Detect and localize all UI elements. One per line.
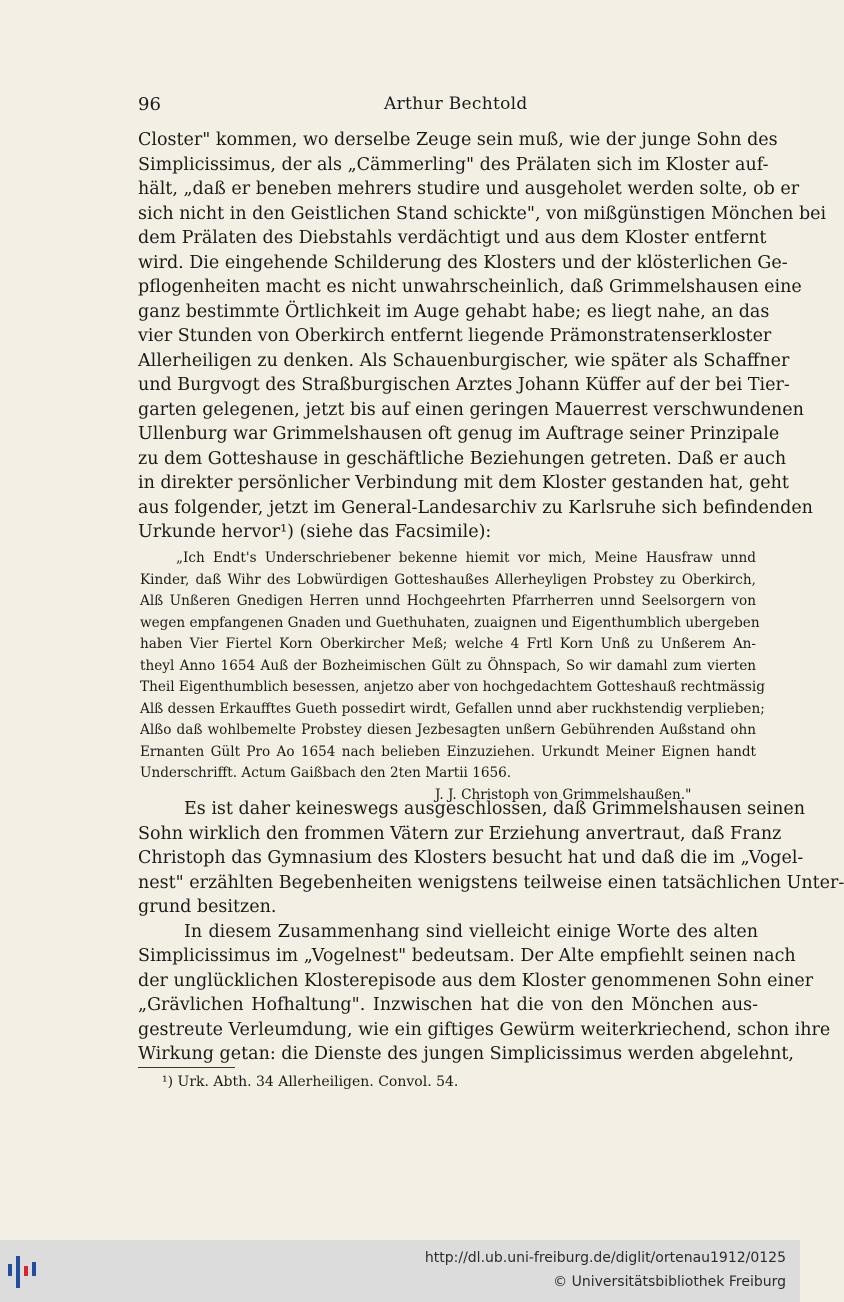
page-number: 96 [138,94,161,115]
text-line: hält, „daß er beneben mehrers studire und ausgeholet werden solte, ob er [138,179,800,199]
viewer-footer [0,1240,800,1302]
text-line: Simplicissimus, der als „Cämmerling" des Prälaten sich im Kloster auf- [138,154,769,175]
text-line: sich nicht in den Geistlichen Stand schickte", von mißgünstigen Mönchen bei [138,203,827,224]
ub-freiburg-logo-icon[interactable] [6,1252,40,1292]
text-line: vier Stunden von Oberkirch entfernt liegende Prämonstratenserkloster [138,326,772,346]
body-paragraph-1 [138,128,827,545]
text-line: Urkunde hervor¹) (siehe das Facsimile): [138,522,492,542]
quote-line: Ernanten Gült Pro Ao 1654 nach belieben Einzuziehen. Urkundt Meiner Eignen handt [140,743,756,760]
quote-line: Theil Eigenthumblich besessen, anjetzo aber von hochgedachtem Gotteshauß rechtmässig [140,679,765,695]
text-line: Ullenburg war Grimmelshausen oft genug im Auftrage seiner Prinzipale [138,424,780,444]
text-line: Sohn wirklich den frommen Vätern zur Erziehung anvertraut, daß Franz [138,823,782,844]
quote-line: „Ich Endt's Underschriebener bekenne hiemit vor mich, Meine Hausfraw unnd [176,550,756,566]
text-line: in direkter persönlicher Verbindung mit dem Kloster gestanden hat, geht [138,473,789,493]
permalink-url[interactable]: http://dl.ub.uni-freiburg.de/diglit/ortenau1912/0125 [424,1250,786,1266]
quote-signature: J. J. Christoph von Grimmelshaußen." [435,786,692,803]
footnote: ¹) Urk. Abth. 34 Allerheiligen. Convol. 54. [162,1074,459,1090]
quote-line: haben Vier Fiertel Korn Oberkircher Meß; welche 4 Frtl Korn Unß zu Unßerem An- [140,636,756,652]
text-line: gestreute Verleumdung, wie ein giftiges Gewürm weiterkriechend, schon ihre [138,1019,831,1040]
text-line: Closter" kommen, wo derselbe Zeuge sein muß, wie der junge Sohn des [138,130,778,150]
body-paragraphs-2-3 [138,797,844,1067]
quote-line: wegen empfangenen Gnaden und Guethuhaten, zuaignen und Eigenthumblich ubergeben [140,614,760,631]
quote-line: theyl Anno 1654 Auß der Bozheimischen Gült zu Öhnspach, So wir damahl zum vierten [140,657,756,674]
quote-line: Kinder, daß Wihr des Lobwürdigen Gotteshaußes Allerheyligen Probstey zu Oberkirch, [140,571,756,588]
quote-line: Underschrifft. Actum Gaißbach den 2ten Martii 1656. [140,765,512,781]
text-line: zu dem Gotteshause in geschäftliche Beziehungen getreten. Daß er auch [138,448,787,469]
text-line: dem Prälaten des Diebstahls verdächtigt und aus dem Kloster entfernt [138,228,767,248]
text-line: wird. Die eingehende Schilderung des Klosters und der klösterlichen Ge- [138,252,788,273]
footnote-divider [138,1067,235,1068]
text-line: „Grävlichen Hofhaltung". Inzwischen hat die von den Mönchen aus- [138,995,758,1015]
document-quote [140,548,765,806]
text-line: nest" erzählten Begebenheiten wenigstens teilweise einen tatsächlichen Unter- [138,872,844,893]
text-line: Wirkung getan: die Dienste des jungen Simplicissimus werden abgelehnt, [138,1044,794,1064]
text-line: garten gelegenen, jetzt bis auf einen geringen Mauerrest verschwundenen [138,399,804,420]
text-line: Allerheiligen zu denken. Als Schauenburgischer, wie später als Schaffner [138,350,790,371]
quote-line: Alßo daß wohlbemelte Probstey diesen Jezbesagten unßern Gebührenden Außstand ohn [140,722,756,738]
text-line: pflogenheiten macht es nicht unwahrscheinlich, daß Grimmelshausen eine [138,277,802,297]
copyright-notice: © Universitätsbibliothek Freiburg [553,1274,786,1290]
running-head: Arthur Bechtold [384,94,528,114]
text-line: Es ist daher keineswegs ausgeschlossen, daß Grimmelshausen seinen [184,799,806,819]
text-line: der unglücklichen Klosterepisode aus dem Kloster genommenen Sohn einer [138,970,814,991]
text-line: Simplicissimus im „Vogelnest" bedeutsam. Der Alte empfiehlt seinen nach [138,946,796,966]
text-line: Christoph das Gymnasium des Klosters besucht hat und daß die im „Vogel- [138,848,804,868]
quote-line: Alß Unßeren Gnedigen Herren unnd Hochgeehrten Pfarrherren unnd Seelsorgern von [140,593,756,609]
text-line: In diesem Zusammenhang sind vielleicht einige Worte des alten [184,921,758,942]
text-line: ganz bestimmte Örtlichkeit im Auge gehabt habe; es liegt nahe, an das [138,301,770,322]
text-line: und Burgvogt des Straßburgischen Arztes Johann Küffer auf der bei Tier- [138,375,790,395]
text-line: aus folgender, jetzt im General-Landesarchiv zu Karlsruhe sich befindenden [138,497,813,518]
quote-line: Alß dessen Erkaufftes Gueth possedirt wirdt, Gefallen unnd aber ruckhstendig verplieben; [140,700,765,717]
text-line: grund besitzen. [138,897,277,917]
